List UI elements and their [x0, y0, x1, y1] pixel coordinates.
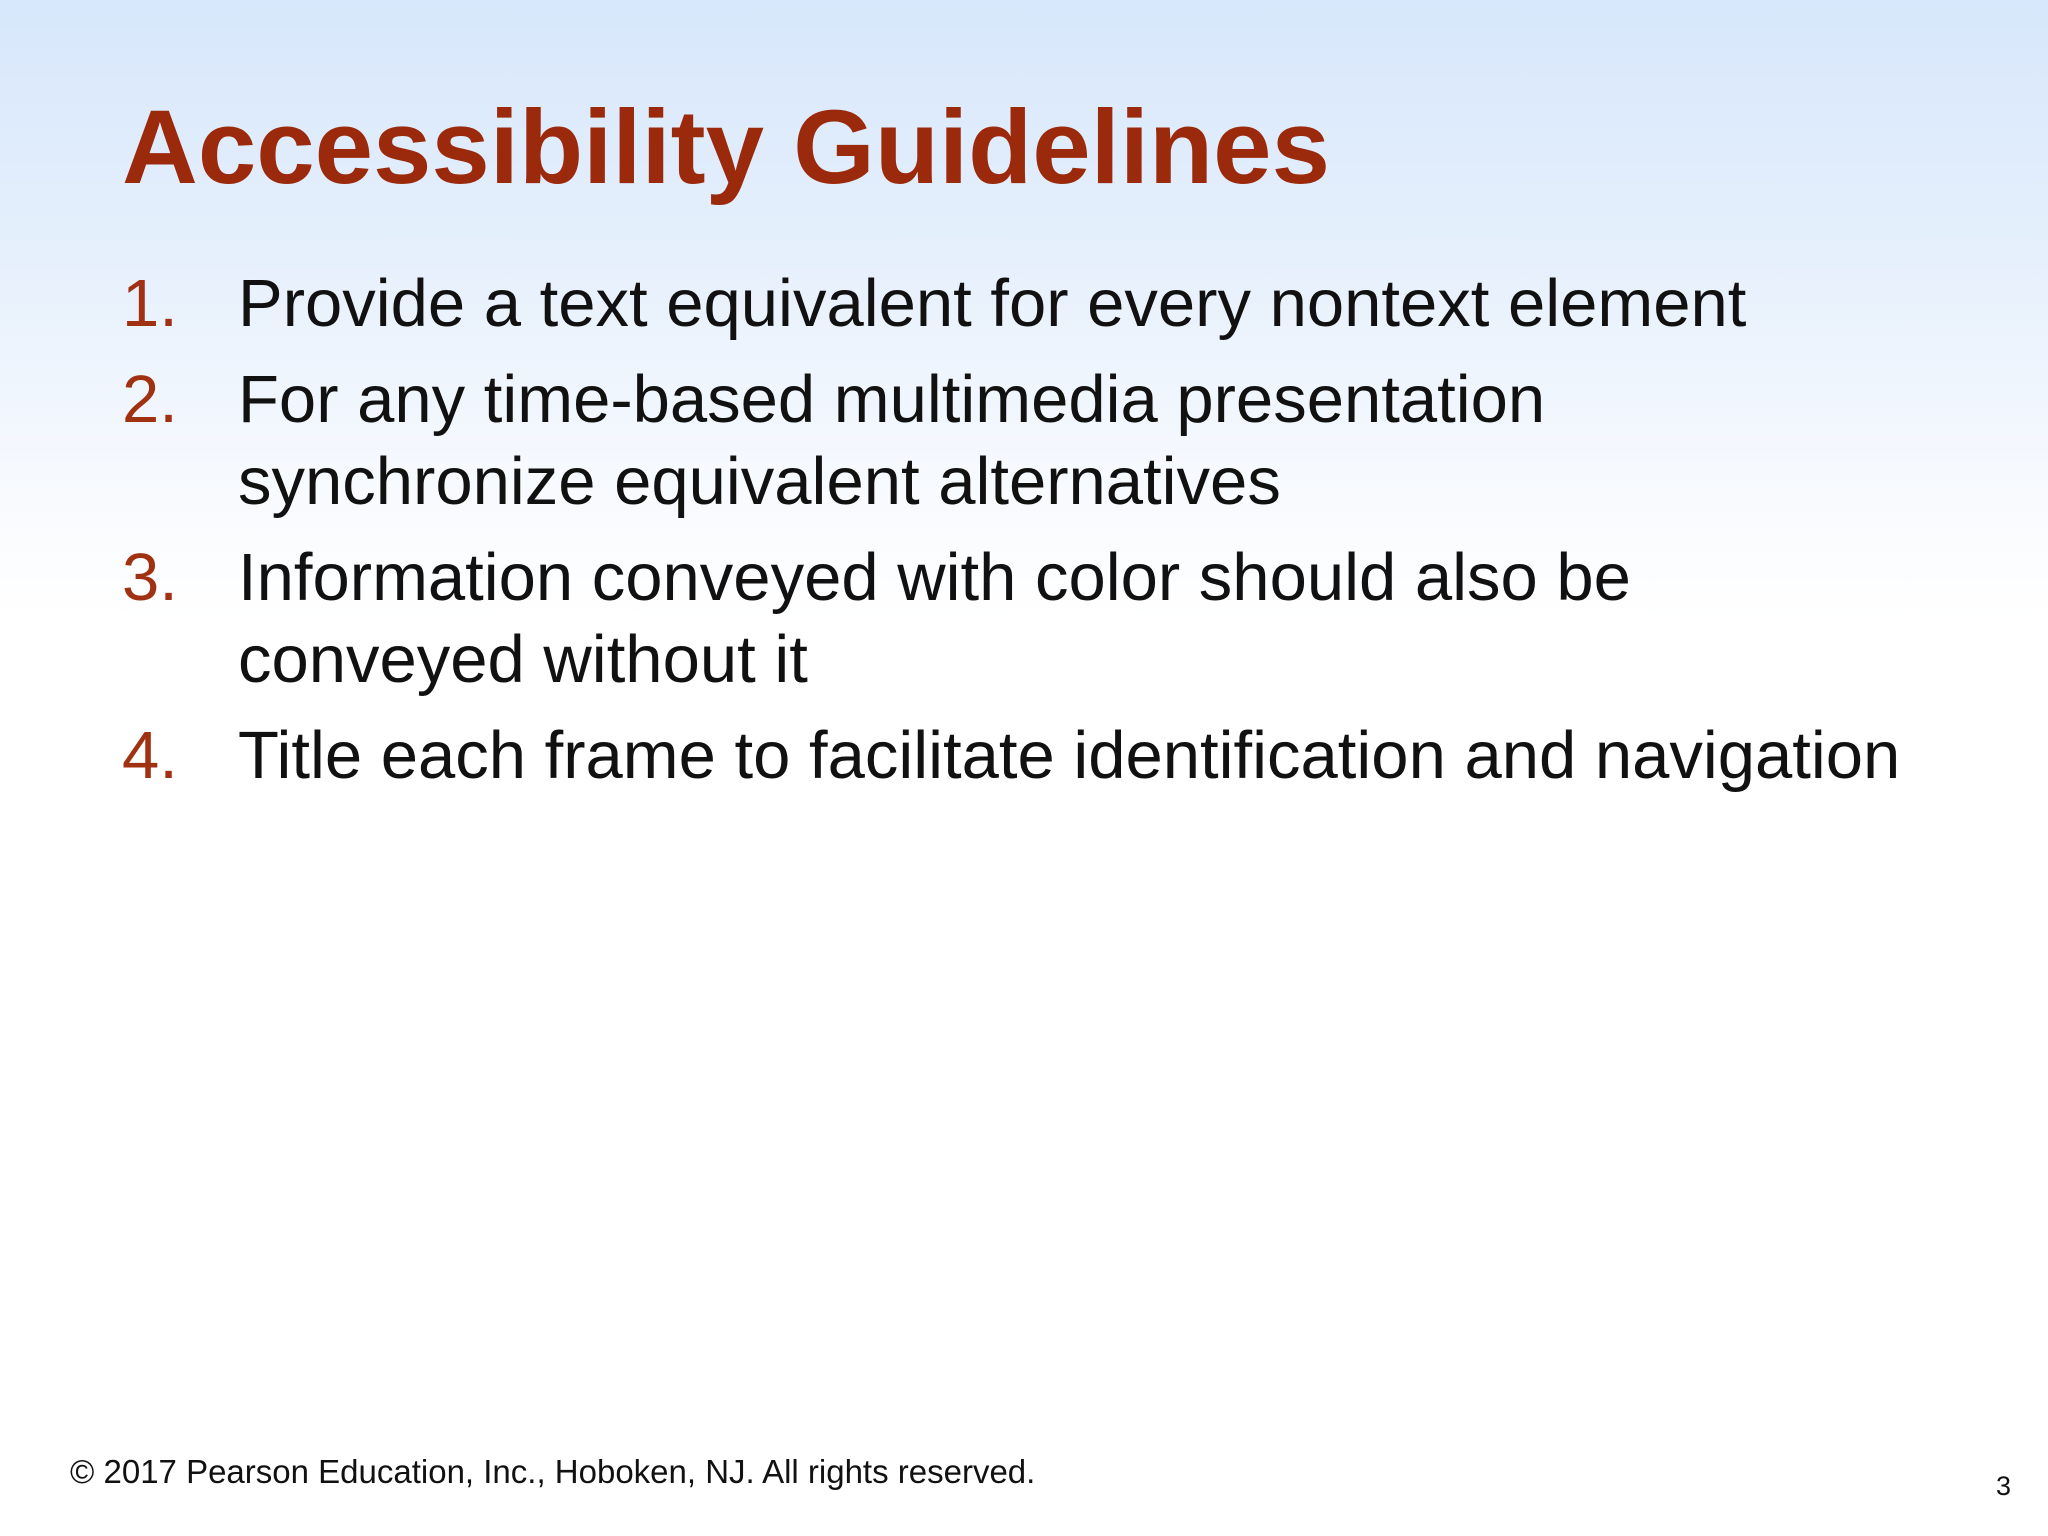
list-number: 2.	[122, 362, 178, 437]
list-text: Title each frame to facilitate identification and navigation	[238, 718, 1901, 793]
guideline-list	[122, 263, 2002, 811]
list-text: Information conveyed with color should also be conveyed without it	[238, 540, 1631, 697]
list-number: 1.	[122, 266, 178, 341]
list-text: Provide a text equivalent for every nontext element	[238, 266, 1747, 341]
list-item	[122, 537, 2002, 701]
list-text: For any time-based multimedia presentation synchronize equivalent alternatives	[238, 362, 1546, 519]
list-item	[122, 715, 2002, 797]
slide-title: Accessibility Guidelines	[122, 89, 1330, 206]
list-number: 3.	[122, 540, 178, 615]
list-item	[122, 263, 2002, 345]
list-number: 4.	[122, 718, 178, 793]
list-item	[122, 359, 2002, 523]
copyright-footer: © 2017 Pearson Education, Inc., Hoboken, NJ. All rights reserved.	[70, 1453, 1036, 1490]
page-number: 3	[1995, 1471, 2011, 1501]
